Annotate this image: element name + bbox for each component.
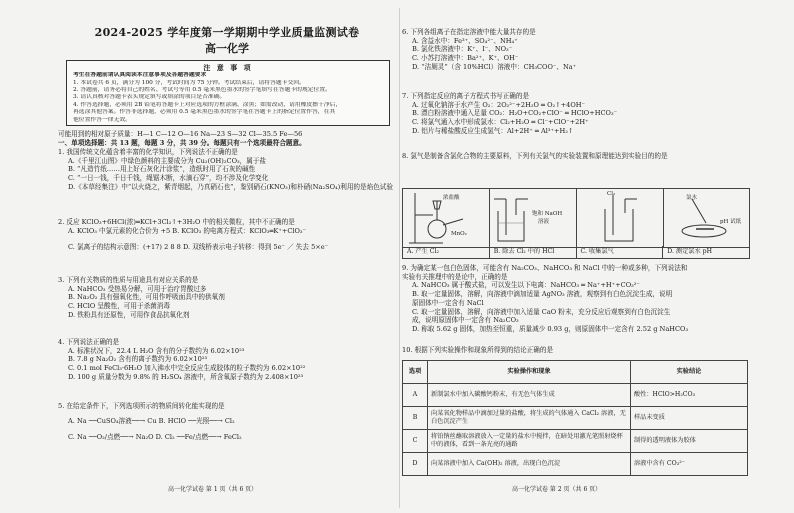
question-4: 4. 下列说法正确的是 A. 标准状况下，22.4 L H₂O 含有的分子数约为 6.02×10²³ B. 7.8 g Na₂O₂ 含有的离子数约为 6.02×10²³ C. 0.1 mol FeCl₃·6H₂O 加入沸水中完全反应生成胶体的粒子数约为 6.02×10²² D. 100 g 质量分数为 9.8% 的 H₂SO₄ 溶液中，所含氧原子数约为 2.408×10²³: [58, 338, 306, 381]
table-header: 选项: [403, 361, 428, 384]
caption-a: A. 产生 Cl₂: [403, 246, 490, 258]
caption-c: C. 收集氯气: [577, 246, 664, 258]
notice-line: 4. 作答选择题，必须用 2B 铅笔将答题卡上对应选项的方框涂满、涂黑；如需改动，请用橡皮擦干净后，: [73, 101, 342, 108]
question-10: 10. 根据下列实验操作和现象所得到的结论正确的是: [402, 346, 554, 354]
gas-collection-bottle-icon: [577, 189, 663, 247]
notice-line: 再选涂其他答案。作答非选择题，必须用 0.5 毫米黑色墨水的签字笔在答题卡上的指定位置作答，在其: [73, 109, 336, 116]
figure-captions: [402, 246, 750, 259]
notice-line: 考生在答题前请认真阅读本注意事项及各题答题要求: [73, 72, 207, 79]
figure-a: 浓盐酸 MnO₂: [403, 189, 490, 247]
question-3: 3. 下列有关物质的性质与用途具有对应关系的是 A. NaHCO₃ 受热易分解，可用于治疗胃酸过多 B. Na₂O₂ 具有强氧化性，可用作呼吸面具中的供氧剂 C. HClO 呈酸性，可用于杀菌消毒 D. 铁粉具有还原性，可用作食品抗氧化剂: [58, 276, 225, 319]
notice-heading: 注 意 事 项: [203, 63, 253, 72]
question-1: 1. 我国传统文化蕴含着丰富的化学知识，下列说法不正确的是 A.《千里江山图》中绿色颜料的主要成分为 Cu₂(OH)₂CO₃，属于盐 B. “凡造竹纸……用上好石灰化汁涂浆”，造纸时用了石灰的碱性 C. “一日一钱，千日千钱，绳锯木断，水滴石穿”，均不涉及化学变化 D.《本草经集注》中“以火烧之，紫青烟起，乃真硝石也”，鉴别硝石(KNO₃)和朴硝(Na₂SO₄)利用的是焰色试验: [58, 148, 393, 191]
table-header-row: [403, 361, 748, 384]
page-divider: [399, 8, 400, 508]
notice-line: 1. 本试卷共 6 页，满分为 100 分，考试时间为 75 分钟。考试结束后，请将答题卡交回。: [73, 79, 305, 86]
table-row: D 向某溶液中加入 Ca(OH)₂ 溶液，出现白色沉淀 溶液中含有 CO₃²⁻: [403, 453, 748, 476]
section-heading: 一、单项选择题：共 13 题，每题 3 分，共 39 分。每题只有一个选项最符合题意。: [58, 138, 306, 147]
table-header: 实验结论: [631, 361, 748, 384]
right-page: [402, 0, 748, 513]
experiment-table: [402, 360, 748, 476]
question-9: 9. 为确定某一包白色固体，可能含有 Na₂CO₃、NaHCO₃ 和 NaCl 中的一种或多种，下列说法和 实验有关推理中的是论中，正确的是 A. NaHCO₃ 属于酸式盐，可以发生以下电离：NaHCO₃ ═ Na⁺+H⁺+CO₃²⁻ B. 取一定量固体，溶解，向溶液中滴加适量 AgNO₃ 溶液，观察到有白色沉淀生成，说明 原固体中一定含有 NaCl C. 取一定量固体，溶解，向溶液中加入适量 CaO 粉末，充分反应后观察到有白色沉淀生 成，说明原固体中一定含有 Na₂CO₃ D. 称取 5.62 g 固体，加热至恒重，质量减少 0.93 g，则原固体中一定含有 2.52 g NaHCO₃: [402, 264, 689, 333]
table-row: B 向某氧化物样品中滴加过量的盐酸，将生成的气体通入 CaCl₂ 溶液，无白色沉淀产生 样品未变质: [403, 407, 748, 430]
caption-b: B. 除去 Cl₂ 中的 HCl: [490, 246, 577, 258]
table-row: C 将铂钠丝蘸取溶液放入一定量的盐水中搅拌，在暗处用激光笔照射烧杯中的液体，看到一条光亮的通路 制得的透明液体为胶体: [403, 430, 748, 453]
caption-d: D. 测定氯水 pH: [667, 248, 712, 255]
table-header: 实验操作和现象: [428, 361, 631, 384]
exam-title: 2024-2025 学年度第一学期期中学业质量监测试卷: [94, 26, 360, 39]
question-6: 6. 下列各组离子在指定溶液中能大量共存的是 A. 含益水中：Fe³⁺、SO₄²⁻、NH₄⁺ B. 氯化铁溶液中：K⁺、I⁻、NO₃⁻ C. 小苏打溶液中：Ba²⁺、K⁺、OH⁻ D. “洁厕灵”（含 10%HCl）溶液中：CH₃COO⁻、Na⁺: [402, 28, 577, 71]
question-7: 7. 下列指定反应的离子方程式书写正确的是 A. 过氧化钠溶于水产生 O₂：2O₂²⁻+2H₂O ═ O₂↑+4OH⁻ B. 漂白粉溶液中通入足量 CO₂：H₂O+CO₂+ClO⁻ ═ HClO+HCO₃⁻ C. 将氯气通入水中形成氯水：Cl₂+H₂O ═ Cl⁻+ClO⁻+2H⁺ D. 铝片与稀盐酸反应生成氢气：Al+2H⁺ ═ Al³⁺+H₂↑: [402, 92, 618, 135]
notice-line: 他位置作答一律无效。: [73, 116, 131, 123]
figure-b: 饱和 NaOH 溶液: [490, 189, 577, 247]
question-8: 8. 氯气是制备含氯化合物的主要原料，下列有关氯气的实验装置和原理能达到实验目的的是: [402, 152, 668, 160]
question-2: 2. 反应 KClO₃+6HCl(浓)═KCl+3Cl₂↑+3H₂O 中的相关微粒，其中不正确的是 A. KClO₃ 中氯元素的化合价为 +5 B. KClO₃ 的电离方程式：KClO₃═K⁺+ClO₃⁻ C. 氯离子的结构示意图：(+17) 2 8 8 D. 双线桥表示电子转移：得到 5e⁻ ／ 失去 5×e⁻: [58, 218, 329, 252]
page-footer: 高一化学试卷 第 1 页（共 6 页）: [168, 486, 258, 493]
question-5: 5. 在给定条件下，下列选项所示的物质间转化能实现的是 A. Na ──CuSO₄溶液──→ Cu B. HClO ──光照──→ Cl₂ C. Na ──O₂/点燃──→ Na₂O D. Cl₂ ──Fe/点燃──→ FeCl₂: [58, 402, 242, 442]
notice-line: 3. 请认真核对答题卡表头规定填写或填涂的项目是否准确。: [73, 94, 226, 101]
ph-paper-dish-icon: [664, 189, 750, 247]
left-page: [58, 0, 396, 513]
figure-d: 氯水 pH 试纸: [664, 189, 750, 247]
exam-subject: 高一化学: [205, 42, 249, 55]
figure-c: Cl₂: [577, 189, 664, 247]
atomic-masses: 可能用到的相对原子质量：H—1 C—12 O—16 Na—23 S—32 Cl—35.5 Fe—56 一、单项选择题：共 13 题，每题 3 分，共 39 分。每题只有一个选项最符合题意。: [58, 130, 396, 147]
notice-box: [66, 60, 390, 126]
table-row: A 新制氯水中加入碳酸钙粉末，有无色气体生成 酸性：HClO>H₂CO₃: [403, 384, 748, 407]
notice-line: 2. 答题前，请务必将自己的姓名、考试号等用 0.5 毫米黑色墨水的签字笔填写在答题卡的规定位置。: [73, 87, 331, 94]
apparatus-figures: [402, 188, 750, 248]
page-footer: 高一化学试卷 第 2 页（共 6 页）: [512, 486, 602, 493]
